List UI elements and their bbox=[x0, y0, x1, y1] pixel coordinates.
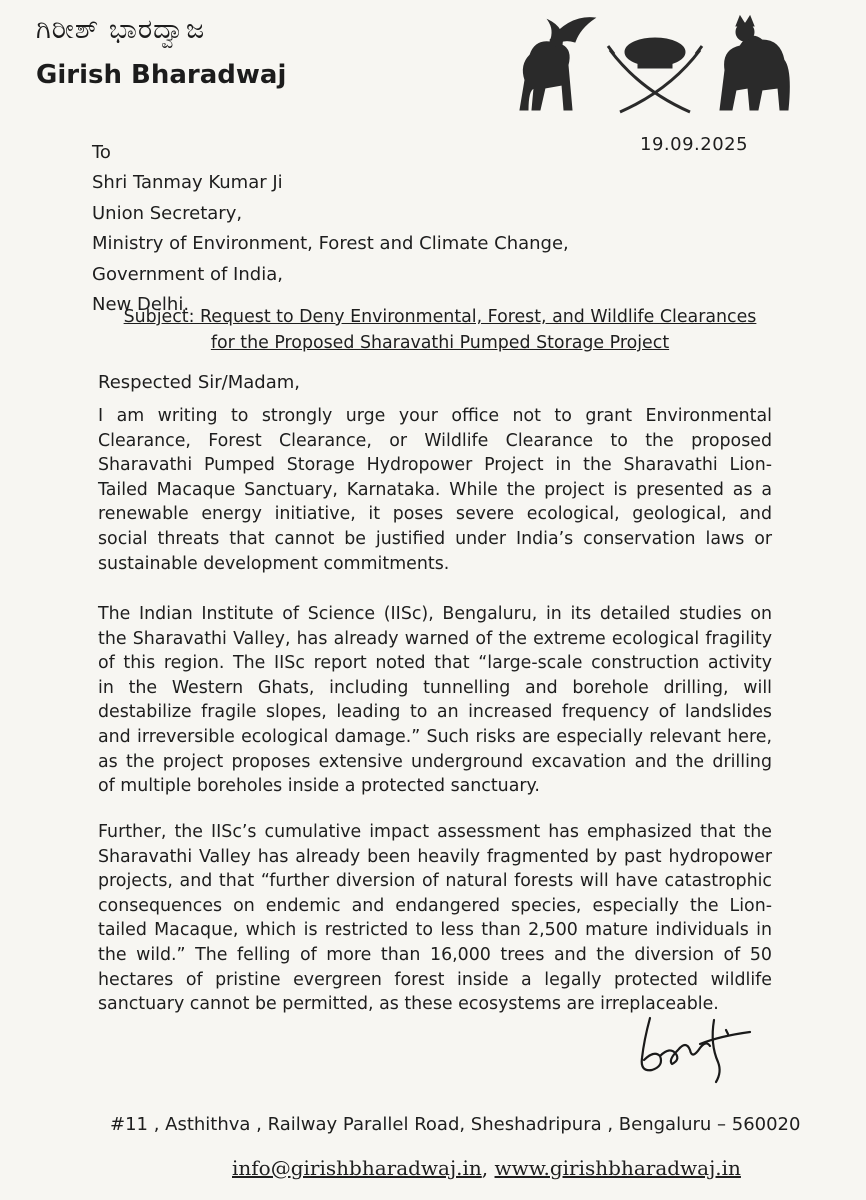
contact-separator: , bbox=[481, 1156, 495, 1180]
salutation: Respected Sir/Madam, bbox=[98, 372, 300, 393]
paragraph-line: The Indian Institute of Science (IISc), Bengaluru, in its detailed studies on bbox=[98, 604, 772, 624]
body-paragraph bbox=[98, 404, 772, 576]
paragraph-line: the Sharavathi Valley, has already warned of the extreme ecological fragility bbox=[98, 628, 772, 649]
paragraph-line: I am writing to strongly urge your office not to grant Environmental bbox=[98, 406, 772, 426]
paragraph-line: sanctuary cannot be permitted, as these ecosystems are irreplaceable. bbox=[98, 994, 719, 1015]
body-paragraph bbox=[98, 602, 772, 799]
paragraph-line: hectares of pristine evergreen forest inside a legally protected wildlife bbox=[98, 969, 772, 990]
paragraph-line: sustainable development commitments. bbox=[98, 553, 450, 574]
letter-date: 19.09.2025 bbox=[640, 134, 749, 155]
paragraph-line: of this region. The IISc report noted that “large-scale construction activity bbox=[98, 653, 772, 674]
paragraph-line: renewable energy initiative, it poses severe ecological, geological, and bbox=[98, 504, 772, 525]
paragraph-line: projects, and that “further diversion of natural forests will have catastrophic bbox=[98, 871, 772, 892]
paragraph-line: Clearance, Forest Clearance, or Wildlife Clearance to the proposed bbox=[98, 430, 772, 451]
recipient-address bbox=[92, 138, 569, 320]
paragraph-line: consequences on endemic and endangered species, especially the Lion- bbox=[98, 895, 772, 916]
subject-line: Subject: Request to Deny Environmental, Forest, and Wildlife Clearances bbox=[123, 307, 757, 327]
paragraph-line: as the project proposes extensive underground excavation and the drilling bbox=[98, 751, 772, 772]
website-link[interactable]: www.girishbharadwaj.in bbox=[494, 1156, 741, 1180]
paragraph-line: in the Western Ghats, including tunnelling and borehole drilling, will bbox=[98, 677, 772, 698]
paragraph-line: and irreversible ecological damage.” Such risks are especially relevant here, bbox=[98, 726, 772, 747]
paragraph-line: Sharavathi Valley has already been heavily fragmented by past hydropower bbox=[98, 846, 772, 867]
body-paragraph bbox=[98, 820, 772, 1017]
paragraph-line: social threats that cannot be justified under India’s conservation laws or bbox=[98, 528, 772, 549]
recipient-line: Union Secretary, bbox=[92, 202, 243, 224]
paragraph-line: tailed Macaque, which is restricted to less than 2,500 mature individuals in bbox=[98, 920, 772, 941]
recipient-line: To bbox=[92, 142, 111, 163]
footer-address: #11 , Asthithva , Railway Parallel Road, Sheshadripura , Bengaluru – 560020 bbox=[110, 1114, 801, 1135]
letterhead-name-english: Girish Bharadwaj bbox=[36, 60, 287, 90]
paragraph-line: of multiple boreholes inside a protected sanctuary. bbox=[98, 776, 540, 797]
recipient-line: Government of India, bbox=[92, 263, 283, 285]
recipient-line: Ministry of Environment, Forest and Climate Change, bbox=[92, 233, 569, 255]
paragraph-line: Further, the IISc’s cumulative impact assessment has emphasized that the bbox=[98, 822, 772, 842]
recipient-line: New Delhi. bbox=[92, 294, 190, 316]
letterhead-name-kannada: ಗಿರೀಶ್ ಭಾರದ್ವಾಜ bbox=[36, 14, 206, 45]
footer-contacts bbox=[232, 1156, 741, 1180]
karnataka-emblem-icon bbox=[500, 10, 800, 120]
email-link[interactable]: info@girishbharadwaj.in bbox=[232, 1156, 482, 1180]
paragraph-line: the wild.” The felling of more than 16,000 trees and the diversion of 50 bbox=[98, 944, 772, 965]
recipient-line: Shri Tanmay Kumar Ji bbox=[92, 172, 283, 194]
paragraph-line: destabilize fragile slopes, leading to an increased frequency of landslides bbox=[98, 702, 772, 723]
subject-line: for the Proposed Sharavathi Pumped Storage Project bbox=[210, 333, 670, 353]
paragraph-line: Sharavathi Pumped Storage Hydropower Project in the Sharavathi Lion- bbox=[98, 455, 772, 476]
letter-subject bbox=[80, 304, 800, 356]
signature-icon bbox=[630, 1010, 760, 1090]
paragraph-line: Tailed Macaque Sanctuary, Karnataka. While the project is presented as a bbox=[98, 479, 772, 500]
